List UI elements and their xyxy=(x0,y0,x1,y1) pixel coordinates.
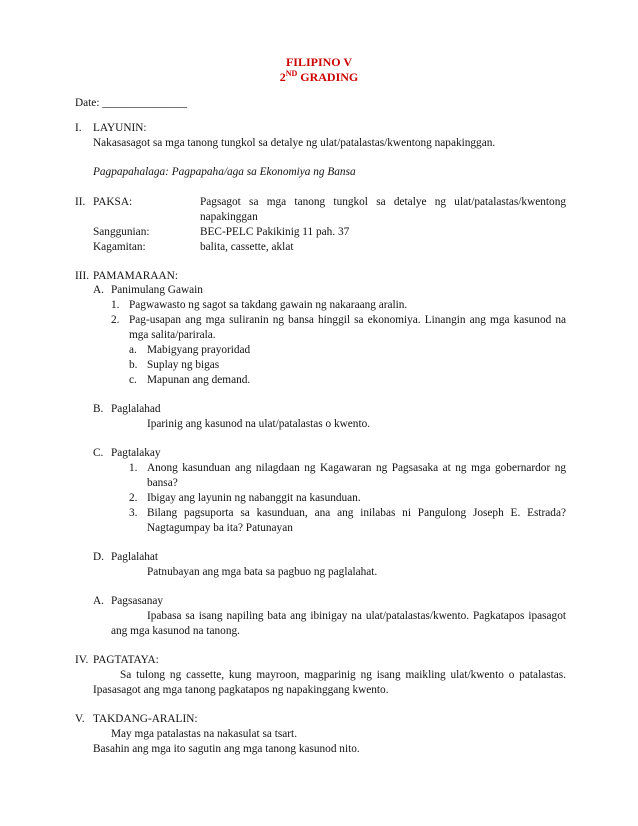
item-a1-number: 1. xyxy=(111,299,120,311)
sanggunian-label: Sanggunian: xyxy=(93,226,150,238)
kagamitan-value: balita, cassette, aklat xyxy=(200,241,294,253)
sub-b-title: Paglalahad xyxy=(111,403,161,415)
item-a2b-letter: b. xyxy=(129,359,138,371)
sub-e-title: Pagsasanay xyxy=(111,595,164,607)
sub-b-text: Iparinig ang kasunod na ulat/patalastas o kwento. xyxy=(147,418,371,430)
section-5-heading: TAKDANG-ARALIN: xyxy=(93,713,198,725)
item-c2-text: Ibigay ang layunin ng nabanggit na kasunduan. xyxy=(147,492,361,504)
values-text: Pagpapahalaga: Pagpapaha/aga sa Ekonomiya ng Bansa xyxy=(93,166,356,178)
item-a2c-letter: c. xyxy=(129,374,137,386)
paksa-line-2: napakinggan xyxy=(200,211,258,223)
sub-c-title: Pagtalakay xyxy=(111,447,161,459)
sub-e-line-2: ang mga kasunod na tanong. xyxy=(111,625,240,637)
section-2-heading: PAKSA: xyxy=(93,196,133,208)
grading-label: GRADING xyxy=(297,70,359,84)
evaluation-line-2: Ipasasagot ang mga tanong pagkatapos ng napakinggang kwento. xyxy=(93,684,389,696)
sub-b-label: B. xyxy=(93,403,104,415)
item-c3-number: 3. xyxy=(129,507,138,519)
paksa-line-1: Pagsagot sa mga tanong tungkol sa detalye ng ulat/patalastas/kwentong xyxy=(200,196,566,208)
document-title: FILIPINO V xyxy=(285,55,353,69)
objective-text: Nakasasagot sa mga tanong tungkol sa detalye ng ulat/patalastas/kwentong napakinggan. xyxy=(93,137,496,149)
item-c1-line-2: bansa? xyxy=(147,477,178,489)
sub-a-title: Panimulang Gawain xyxy=(111,284,203,296)
item-a2a-letter: a. xyxy=(129,344,137,356)
section-4-heading: PAGTATAYA: xyxy=(93,654,159,666)
section-5-number: V. xyxy=(75,713,85,725)
evaluation-line-1: Sa tulong ng cassette, kung mayroon, magparinig ng isang maikling ulat/kwento o patalastas. xyxy=(120,669,566,681)
assignment-line-1: May mga patalastas na nakasulat sa tsart. xyxy=(111,728,298,740)
grading-heading xyxy=(0,70,638,85)
item-a2-number: 2. xyxy=(111,314,120,326)
sanggunian-value: BEC-PELC Pakikinig 11 pah. 37 xyxy=(200,226,350,238)
item-c3-line-2: Nagtagumpay ba ita? Patunayan xyxy=(147,522,293,534)
assignment-line-2: Basahin ang mga ito sagutin ang mga tanong kasunod nito. xyxy=(93,743,360,755)
item-c3-line-1: Bilang pagsuporta sa kasunduan, ana ang inilabas ni Pangulong Joseph E. Estrada? xyxy=(147,507,566,519)
sub-d-title: Paglalahat xyxy=(111,551,159,563)
sub-d-label: D. xyxy=(93,551,104,563)
section-4-number: IV. xyxy=(75,654,89,666)
section-1-heading: LAYUNIN: xyxy=(93,122,147,134)
section-2-number: II. xyxy=(75,196,86,208)
sub-a-label: A. xyxy=(93,284,104,296)
item-a2-line-1: Pag-usapan ang mga suliranin ng bansa hinggil sa ekonomiya. Linangin ang mga kasunod na xyxy=(129,314,566,326)
item-c2-number: 2. xyxy=(129,492,138,504)
sub-e-line-1: Ipabasa sa isang napiling bata ang ibinigay na ulat/patalastas/kwento. Pagkatapos ipasagot xyxy=(147,610,566,622)
grading-number: 2 xyxy=(279,70,286,84)
kagamitan-label: Kagamitan: xyxy=(93,241,146,253)
section-3-number: III. xyxy=(75,270,90,282)
section-1-number: I. xyxy=(75,122,82,134)
date-line: Date: _______________ xyxy=(75,97,188,109)
item-c1-line-1: Anong kasunduan ang nilagdaan ng Kagawaran ng Pagsasaka at ng mga gobernardor ng xyxy=(147,462,566,474)
sub-c-label: C. xyxy=(93,447,104,459)
grading-superscript: ND xyxy=(285,69,298,78)
item-c1-number: 1. xyxy=(129,462,138,474)
section-3-heading: PAMAMARAAN: xyxy=(93,270,178,282)
item-a2a-text: Mabigyang prayoridad xyxy=(147,344,251,356)
sub-e-label: A. xyxy=(93,595,104,607)
item-a2b-text: Suplay ng bigas xyxy=(147,359,220,371)
item-a1-text: Pagwawasto ng sagot sa takdang gawain ng nakaraang aralin. xyxy=(129,299,408,311)
item-a2c-text: Mapunan ang demand. xyxy=(147,374,251,386)
item-a2-line-2: mga salita/parirala. xyxy=(129,329,216,341)
sub-d-text: Patnubayan ang mga bata sa pagbuo ng paglalahat. xyxy=(147,566,378,578)
